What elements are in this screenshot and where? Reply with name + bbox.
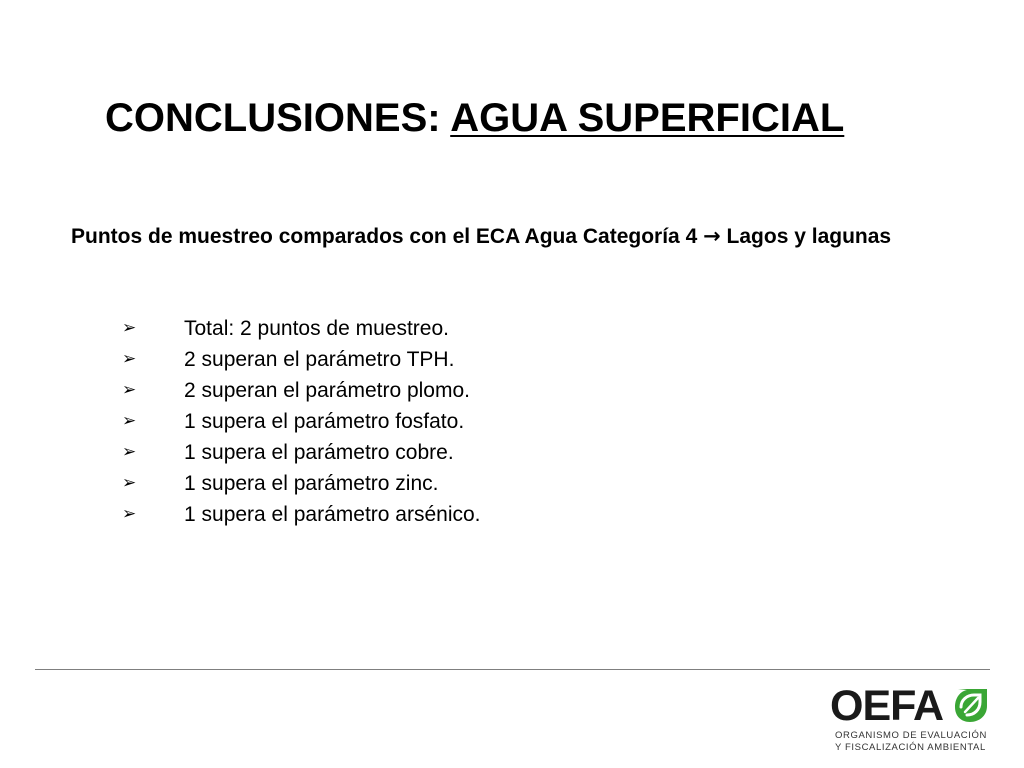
list-item-text: 2 superan el parámetro TPH. xyxy=(184,348,455,371)
arrowhead-bullet-icon: ➢ xyxy=(122,349,137,369)
list-item-text: 1 supera el parámetro arsénico. xyxy=(184,503,481,526)
arrowhead-bullet-icon: ➢ xyxy=(122,473,137,493)
list-item xyxy=(120,468,481,499)
right-arrow-icon: → xyxy=(703,224,721,248)
intro-continuation: Lagos y lagunas xyxy=(726,225,892,248)
list-item-text: Total: 2 puntos de muestreo. xyxy=(184,317,449,340)
logo-wordmark: OEFA xyxy=(830,682,944,730)
arrowhead-bullet-icon: ➢ xyxy=(122,411,137,431)
logo-subtitle-line1: ORGANISMO DE EVALUACIÓN xyxy=(835,730,987,741)
oefa-logo xyxy=(830,684,990,756)
list-item xyxy=(120,406,481,437)
list-item-text: 1 supera el parámetro zinc. xyxy=(184,472,439,495)
list-item xyxy=(120,437,481,468)
arrowhead-bullet-icon: ➢ xyxy=(122,504,137,524)
intro-paragraph xyxy=(71,221,947,252)
list-item xyxy=(120,375,481,406)
intro-text: Puntos de muestreo comparados con el ECA Agua Categoría 4 xyxy=(71,225,698,248)
title-highlight: AGUA SUPERFICIAL xyxy=(450,96,845,140)
list-item xyxy=(120,344,481,375)
footer-divider xyxy=(35,669,990,670)
bullet-list xyxy=(120,313,481,530)
list-item xyxy=(120,499,481,530)
arrowhead-bullet-icon: ➢ xyxy=(122,442,137,462)
list-item xyxy=(120,313,481,344)
logo-subtitle-line2: Y FISCALIZACIÓN AMBIENTAL xyxy=(835,742,986,753)
arrowhead-bullet-icon: ➢ xyxy=(122,380,137,400)
list-item-text: 1 supera el parámetro cobre. xyxy=(184,441,454,464)
leaf-check-icon xyxy=(951,685,991,725)
slide-title xyxy=(105,92,985,144)
arrowhead-bullet-icon: ➢ xyxy=(122,318,137,338)
title-prefix: CONCLUSIONES: xyxy=(105,96,451,140)
list-item-text: 1 supera el parámetro fosfato. xyxy=(184,410,465,433)
list-item-text: 2 superan el parámetro plomo. xyxy=(184,379,470,402)
